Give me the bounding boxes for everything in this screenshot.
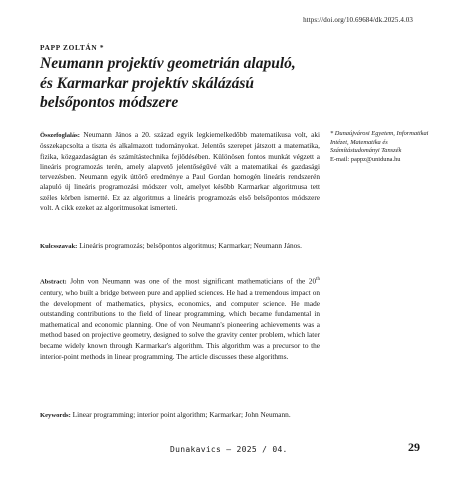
affiliation-text: * Dunaújvárosi Egyetem, Informatikai Intézet, Matematika és Számítástudományi Tanszék xyxy=(330,130,429,155)
journal-footer: Dunakavics – 2025 / 04. xyxy=(170,445,288,454)
doi-link[interactable]: https://doi.org/10.69684/dk.2025.4.03 xyxy=(303,16,413,24)
english-abstract-label: Abstract: xyxy=(40,278,67,286)
hungarian-abstract xyxy=(40,130,320,213)
hungarian-abstract-label: Összefoglalás: xyxy=(40,132,80,139)
english-abstract-text-1: John von Neumann was one of the most significant mathematicians of the 20 xyxy=(70,276,317,286)
english-keywords-label: Keywords: xyxy=(40,412,71,419)
page-number: 29 xyxy=(408,440,420,454)
title-line-3: belsőpontos módszere xyxy=(40,94,179,111)
english-abstract xyxy=(40,275,320,362)
english-abstract-text-2: century, who built a bridge between pure and applied sciences. He had a tremendous impact on the development of mathematics, physics, economics, and computer science. He made outstanding contributions to the field of linear programming, which became fundamental in mathematical and economic planning. One of von Neumann's pioneering achievements was a method based on projective geometry, designed to solve the gravity center problem, which later became widely known through Karmarkar's algorithm. This algorithm was a precursor to the interior-point methods in linear programming. The article discusses these algorithms. xyxy=(40,288,320,361)
title-line-2: és Karmarkar projektív skálázású xyxy=(40,74,255,92)
english-keywords xyxy=(40,410,320,422)
hungarian-keywords-text: Lineáris programozás; belsőpontos algoritmus; Karmarkar; Neumann János. xyxy=(79,241,302,250)
title-line-1: Neumann projektív geometrián alapuló, xyxy=(40,55,296,72)
english-abstract-superscript: th xyxy=(316,277,320,282)
author-name: PAPP ZOLTÁN * xyxy=(40,43,105,52)
affiliation-email[interactable]: E-mail: pappz@uniduna.hu xyxy=(330,155,401,163)
author-affiliation xyxy=(330,130,435,164)
hungarian-abstract-text: Neumann János a 20. század egyik legkiemelkedőbb matematikusa volt, aki összekapcsolta a tiszta és alkalmazott tudományokat. Jelentős szerepet játszott a matematika, fizika, közgazdaságtan és számítástechnika fejlődésében. Különösen fontos munkát végzett a lineáris programozás terén, amely alapvető jelentőségűvé vált a matematikai és gazdasági tervezésben. Neumann egyik úttörő eredménye a Paul Gordan homogén lineáris rendszerén alapuló új lineáris programozási módszer volt, amelyet később Karmarkar algoritmusa tett széles körben ismertté. Ez az algoritmus a lineáris programozás első belsőpontos módszere volt. A cikk ezeket az algoritmusokat ismerteti. xyxy=(40,130,320,213)
article-title xyxy=(40,54,360,113)
hungarian-keywords-label: Kulcsszavak: xyxy=(40,243,78,250)
english-keywords-text: Linear programming; interior point algorithm; Karmarkar; John Neumann. xyxy=(72,410,291,419)
hungarian-keywords xyxy=(40,241,320,252)
